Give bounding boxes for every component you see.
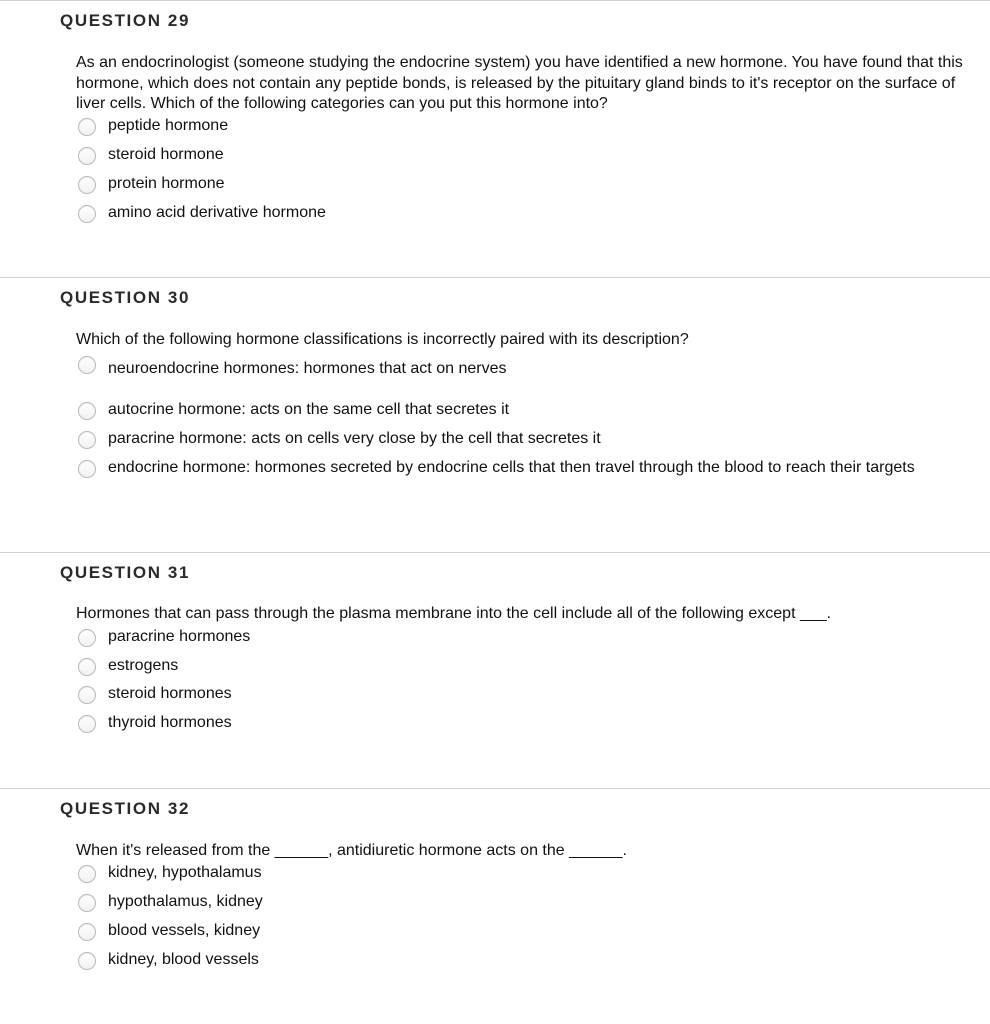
question-32-text: When it's released from the ______, antidiuretic hormone acts on the ______. <box>76 842 627 859</box>
radio-button[interactable] <box>78 715 96 733</box>
option-label: steroid hormones <box>108 685 232 702</box>
radio-button[interactable] <box>78 118 96 136</box>
question-30-option-4[interactable] <box>78 458 983 479</box>
radio-button[interactable] <box>78 460 96 478</box>
radio-button[interactable] <box>78 147 96 165</box>
option-label: steroid hormone <box>108 146 224 163</box>
question-32-option-4[interactable] <box>78 950 983 971</box>
question-32-option-2[interactable] <box>78 892 983 913</box>
divider <box>0 277 990 278</box>
option-label: kidney, blood vessels <box>108 951 259 968</box>
question-32-title: QUESTION 32 <box>60 799 191 818</box>
option-label: amino acid derivative hormone <box>108 204 326 221</box>
radio-button[interactable] <box>78 356 96 374</box>
radio-button[interactable] <box>78 205 96 223</box>
option-label: estrogens <box>108 657 179 674</box>
option-label: protein hormone <box>108 175 225 192</box>
option-label: neuroendocrine hormones: hormones that act on nerves <box>108 360 507 377</box>
option-label: paracrine hormones <box>108 628 251 645</box>
question-32-option-1[interactable] <box>78 863 983 884</box>
question-31-option-1[interactable] <box>78 627 983 648</box>
question-29-option-2[interactable] <box>78 145 983 166</box>
radio-button[interactable] <box>78 402 96 420</box>
question-29-title: QUESTION 29 <box>60 11 191 30</box>
radio-button[interactable] <box>78 686 96 704</box>
question-31-option-2[interactable] <box>78 656 983 677</box>
option-label: paracrine hormone: acts on cells very close by the cell that secretes it <box>108 430 601 447</box>
radio-button[interactable] <box>78 894 96 912</box>
option-label: autocrine hormone: acts on the same cell that secretes it <box>108 401 510 418</box>
question-29-option-1[interactable] <box>78 116 983 137</box>
option-label: kidney, hypothalamus <box>108 864 262 881</box>
question-29-option-4[interactable] <box>78 203 983 224</box>
radio-button[interactable] <box>78 629 96 647</box>
option-label: blood vessels, kidney <box>108 922 261 939</box>
divider <box>0 0 990 1</box>
question-31-title: QUESTION 31 <box>60 563 191 582</box>
question-29-option-3[interactable] <box>78 174 983 195</box>
question-30-option-2[interactable] <box>78 400 983 421</box>
option-label: peptide hormone <box>108 117 229 134</box>
radio-button[interactable] <box>78 923 96 941</box>
divider <box>0 788 990 789</box>
radio-button[interactable] <box>78 658 96 676</box>
radio-button[interactable] <box>78 952 96 970</box>
question-31-option-3[interactable] <box>78 684 983 705</box>
radio-button[interactable] <box>78 176 96 194</box>
question-29-text: As an endocrinologist (someone studying the endocrine system) you have identified a new hormone. You have found that this hormone, which does not contain any peptide bonds, is released by the pituitary gland binds to it's receptor on the surface of liver cells. Which of the following categories can you put this hormone into? <box>76 54 963 112</box>
question-31-text: Hormones that can pass through the plasma membrane into the cell include all of the following except ___. <box>76 605 832 622</box>
radio-button[interactable] <box>78 431 96 449</box>
question-31-option-4[interactable] <box>78 713 983 734</box>
option-label: endocrine hormone: hormones secreted by endocrine cells that then travel through the blood to reach their targets <box>108 459 915 476</box>
question-30-option-1[interactable] <box>78 354 983 380</box>
option-label: thyroid hormones <box>108 714 232 731</box>
question-30-option-3[interactable] <box>78 429 983 450</box>
option-label: hypothalamus, kidney <box>108 893 263 910</box>
divider <box>0 552 990 553</box>
question-32-option-3[interactable] <box>78 921 983 942</box>
question-30-title: QUESTION 30 <box>60 288 191 307</box>
question-30-text: Which of the following hormone classifications is incorrectly paired with its description? <box>76 331 689 348</box>
radio-button[interactable] <box>78 865 96 883</box>
